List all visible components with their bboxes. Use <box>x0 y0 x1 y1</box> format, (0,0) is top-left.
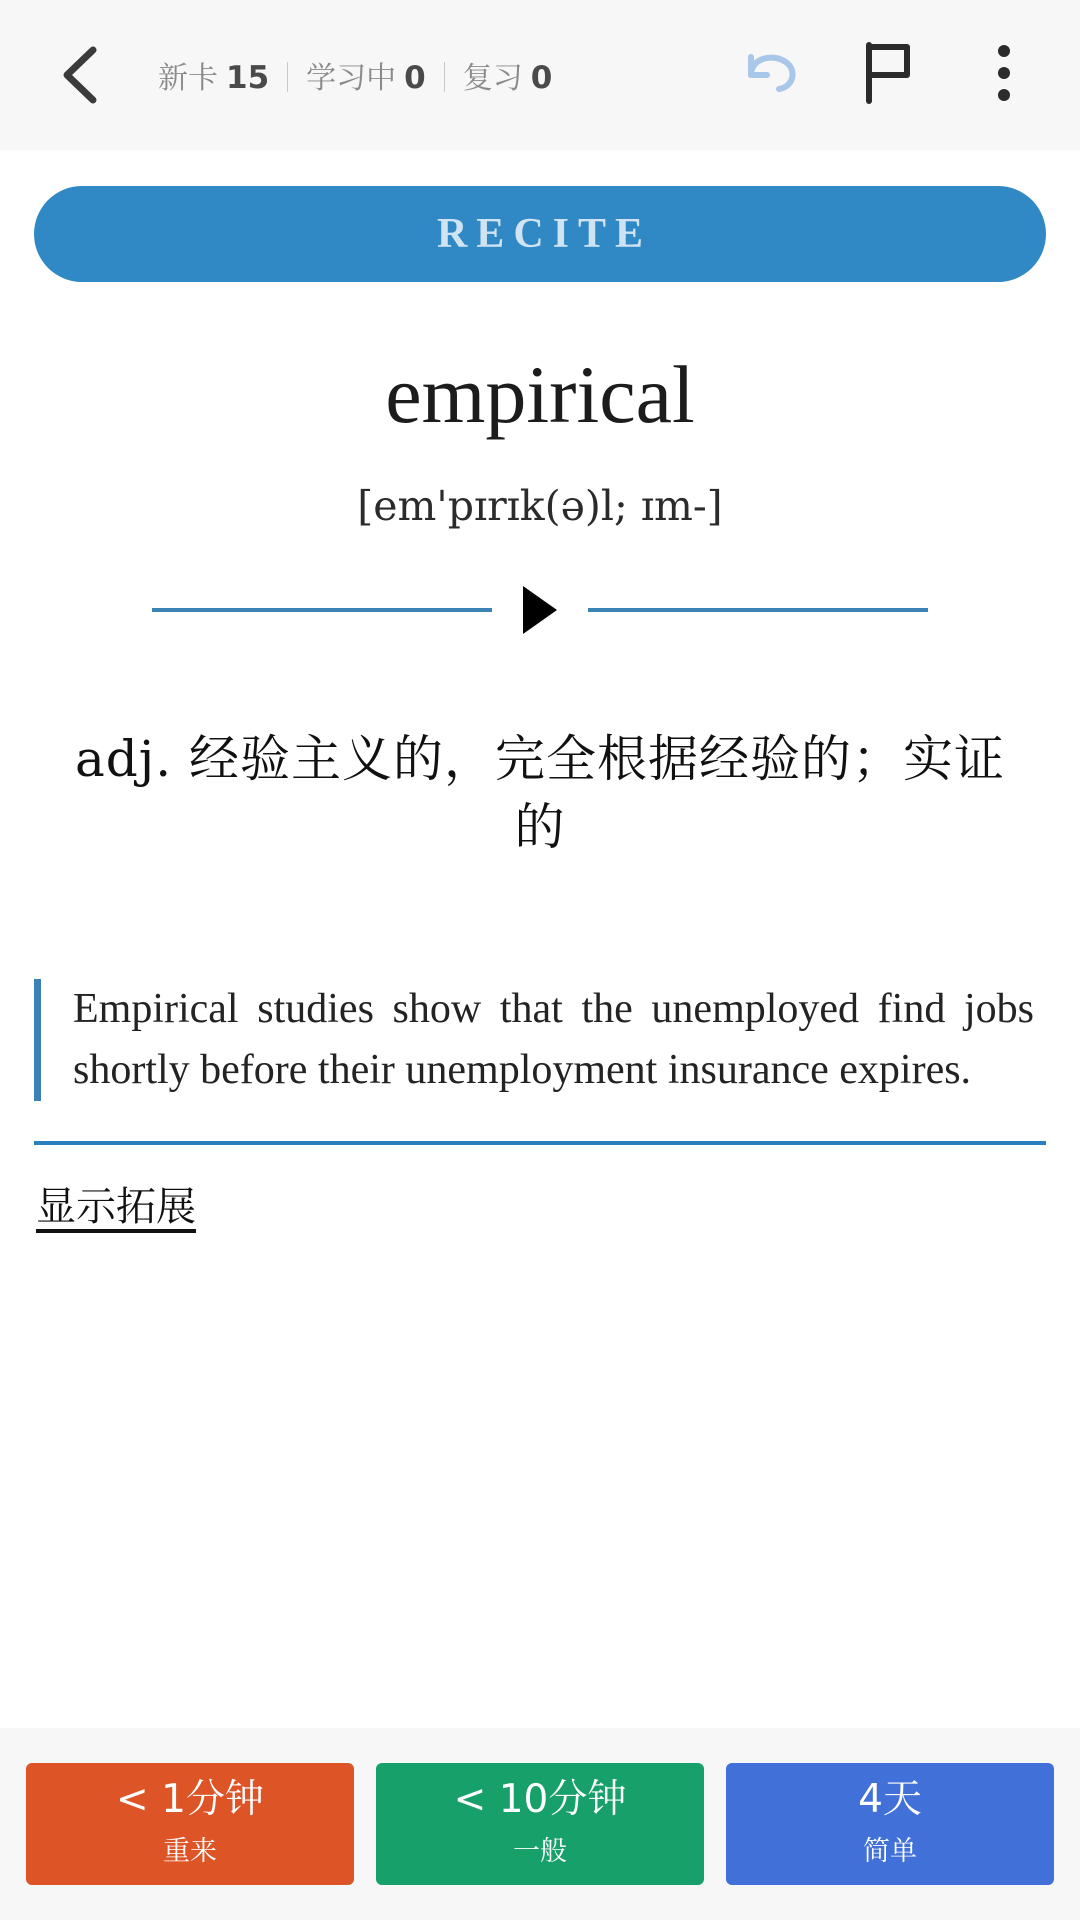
example-sentence-block <box>34 979 1034 1101</box>
answer-good-time: < 10分钟 <box>453 1777 627 1823</box>
count-new-label: 新卡 <box>158 61 218 96</box>
word-phonetic: [em'pɪrɪk(ə)l; ɪm-] <box>357 482 723 531</box>
chevron-left-icon <box>57 44 101 106</box>
count-review <box>463 53 553 97</box>
play-audio-button[interactable] <box>492 586 588 634</box>
answer-again-button[interactable] <box>26 1763 354 1885</box>
count-new <box>158 53 269 97</box>
back-button[interactable] <box>44 40 114 110</box>
audio-line-right <box>588 608 928 612</box>
flag-button[interactable] <box>856 43 920 107</box>
count-learning-label: 学习中 <box>306 61 397 96</box>
undo-button[interactable] <box>740 43 804 107</box>
count-separator <box>287 62 288 92</box>
undo-arrow-icon <box>741 45 803 106</box>
answer-easy-button[interactable] <box>726 1763 1054 1885</box>
count-learning <box>306 53 426 97</box>
top-bar-actions <box>740 43 1036 107</box>
answer-good-label: 一般 <box>513 1835 567 1867</box>
answer-easy-label: 简单 <box>863 1835 917 1867</box>
audio-player <box>30 586 1050 634</box>
section-divider <box>34 1141 1046 1145</box>
answer-bar <box>0 1728 1080 1920</box>
answer-again-time: < 1分钟 <box>116 1777 264 1823</box>
card-content <box>0 150 1080 1728</box>
count-review-value: 0 <box>530 60 553 96</box>
count-review-label: 复习 <box>462 61 523 96</box>
count-new-value: 15 <box>226 60 270 96</box>
flag-icon <box>859 41 917 110</box>
recite-banner[interactable] <box>34 186 1046 282</box>
answer-easy-time: 4天 <box>858 1777 922 1823</box>
answer-good-button[interactable] <box>376 1763 704 1885</box>
word-definition: adj. 经验主义的，完全根据经验的；实证的 <box>74 730 1006 856</box>
more-vertical-icon <box>997 44 1011 107</box>
play-triangle-icon <box>523 586 557 634</box>
word-headword: empirical <box>385 349 695 440</box>
audio-line-left <box>152 608 492 612</box>
card-counts <box>158 53 740 97</box>
count-separator <box>444 62 445 92</box>
count-learning-value: 0 <box>404 60 426 96</box>
answer-again-label: 重来 <box>163 1835 217 1867</box>
top-bar <box>0 0 1080 150</box>
example-sentence: Empirical studies show that the unemployed find jobs shortly before their unemployment insurance expires. <box>73 986 1034 1094</box>
show-expansion-link[interactable]: 显示拓展 <box>36 1183 196 1230</box>
recite-label: RECITE <box>436 211 653 257</box>
more-options-button[interactable] <box>972 43 1036 107</box>
